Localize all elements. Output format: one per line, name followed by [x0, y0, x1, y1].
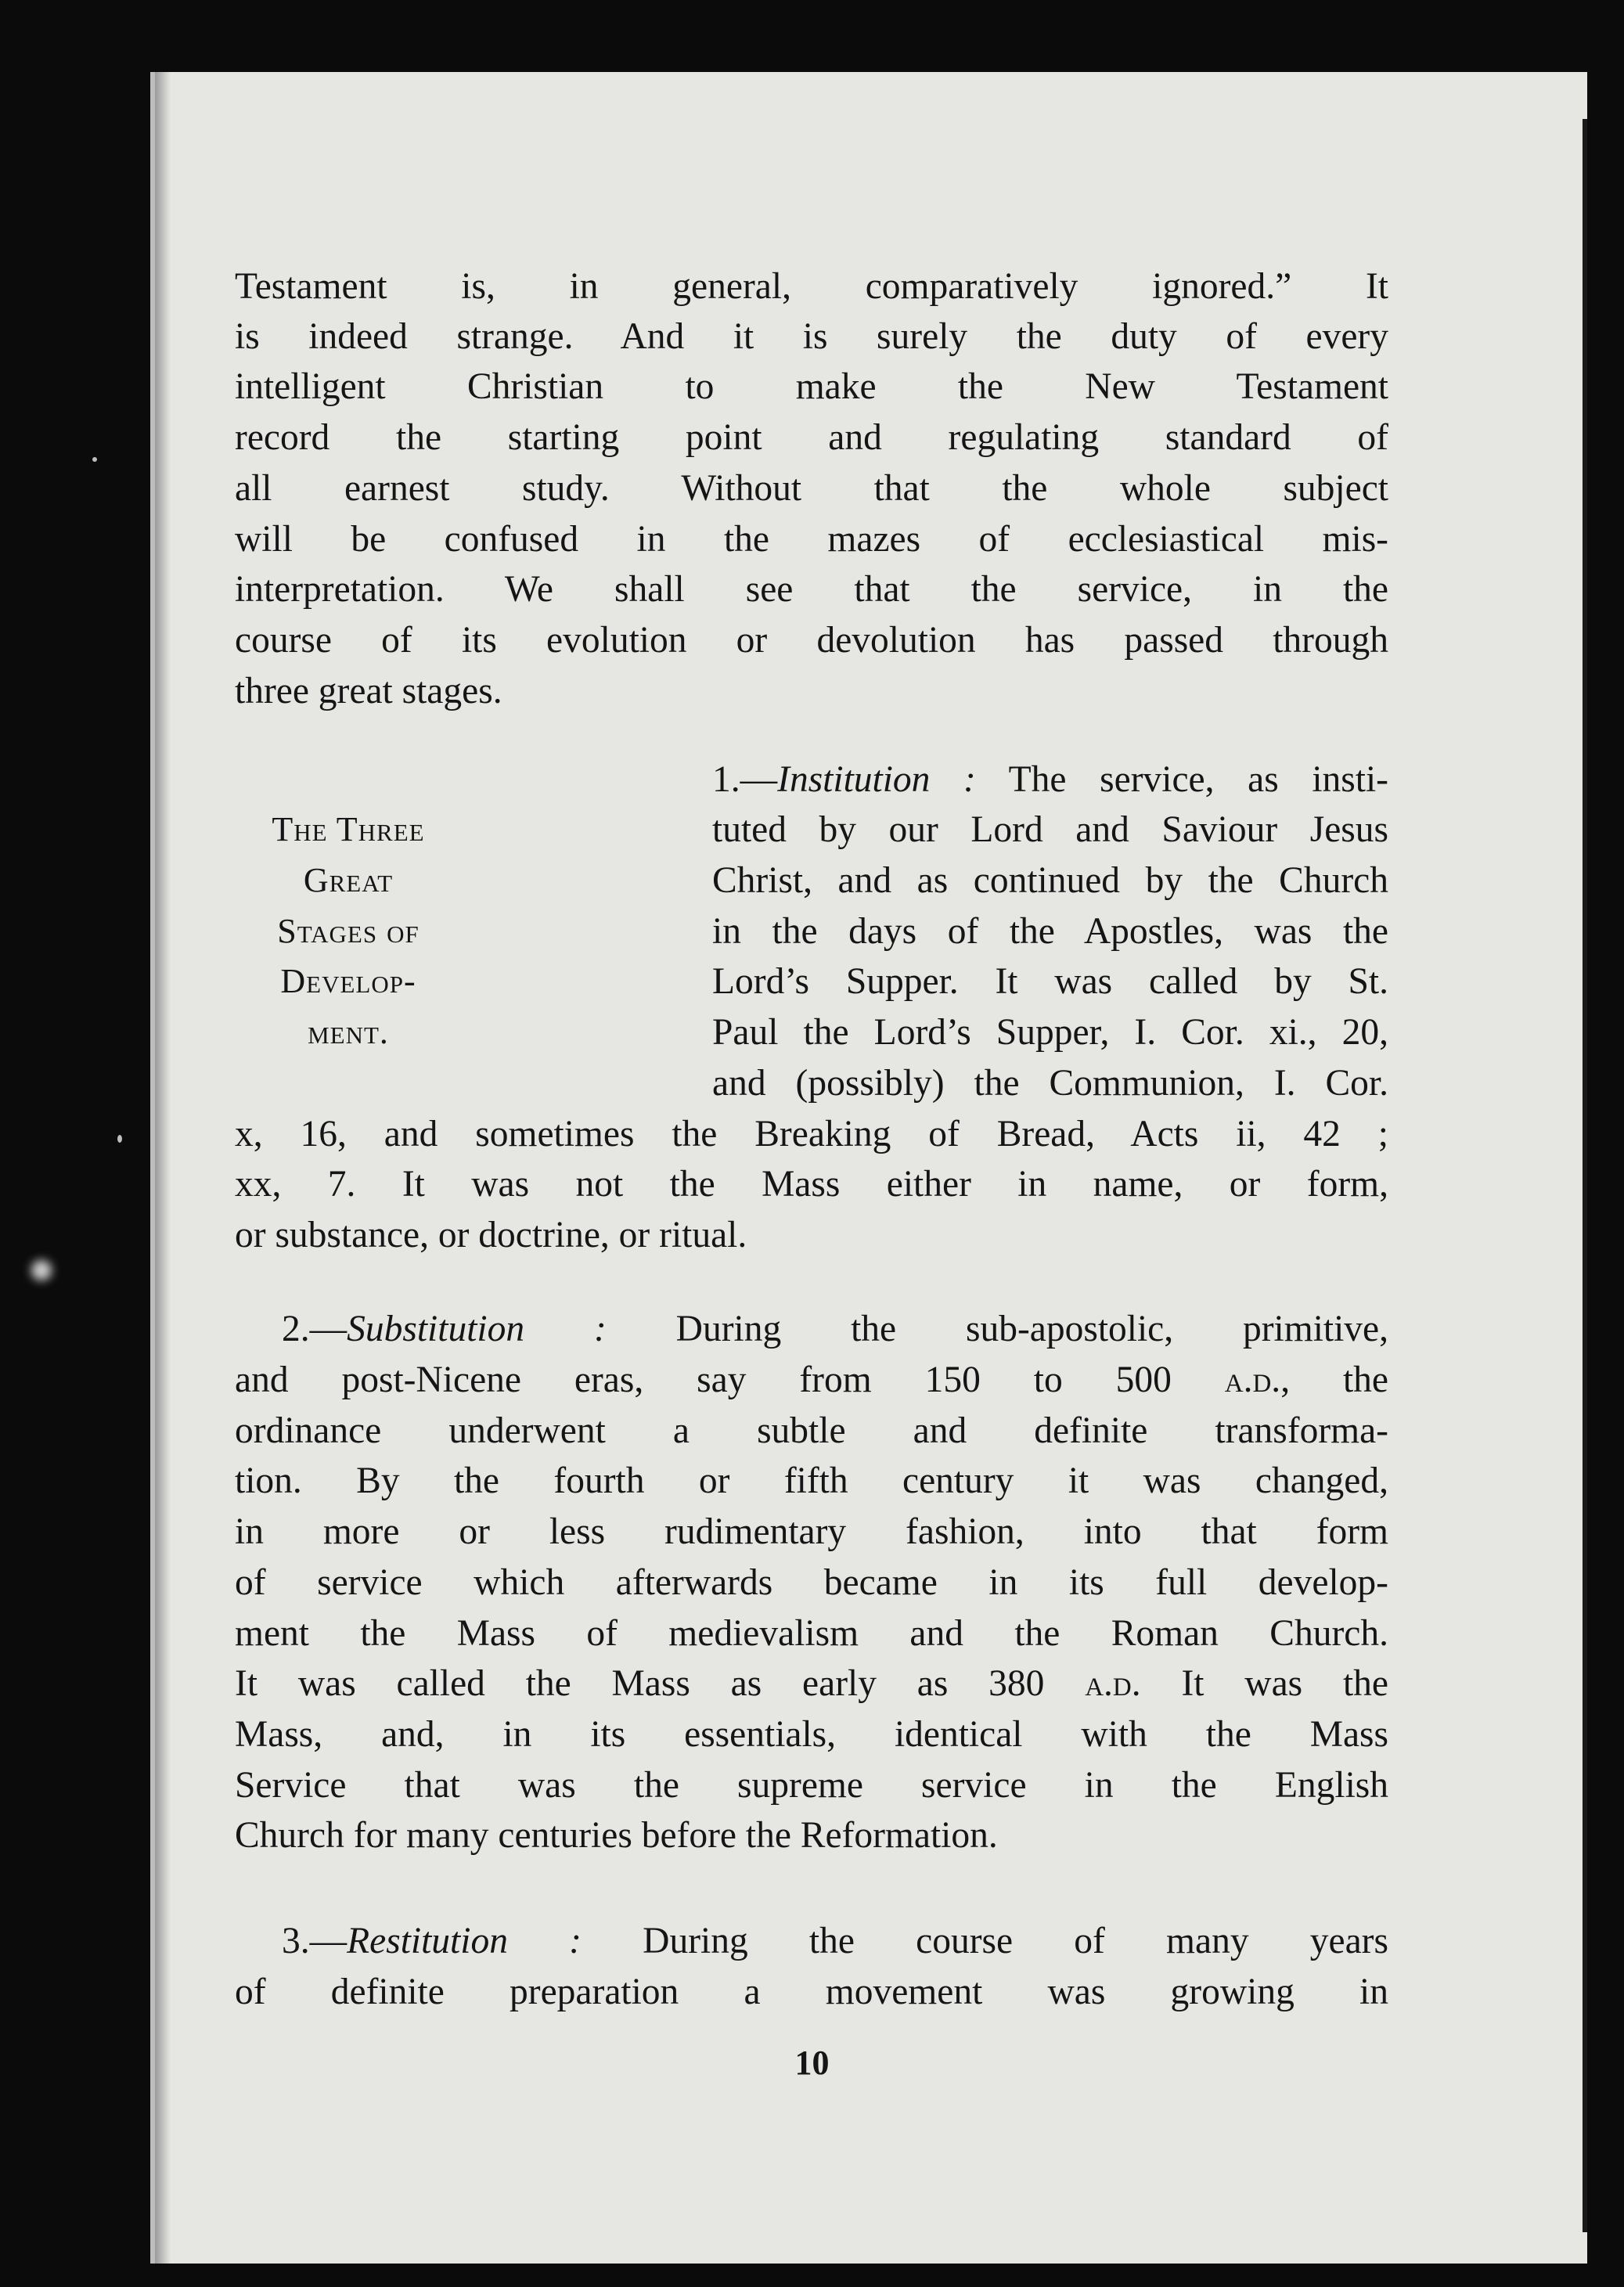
stage-3-heading-line: [282, 1916, 1388, 1966]
stage-2-number: 2.—: [282, 1309, 347, 1349]
stage-2-line: It was called the Mass as early as 380 a.d. It was the: [235, 1663, 1388, 1704]
stage-1-first-line-rest: The service, as insti-: [975, 759, 1388, 800]
stage-2-heading-line: [282, 1304, 1388, 1354]
stage-1-heading: Institution :: [777, 759, 976, 800]
stage-2-line: Mass, and, in its essentials, identical with the Mass: [235, 1714, 1388, 1755]
stage-3-heading: Restitution :: [347, 1921, 582, 1961]
intro-line: record the starting point and regulating standard of: [235, 417, 1388, 458]
intro-line: intelligent Christian to make the New Testament: [235, 366, 1388, 407]
stage-3-line: of definite preparation a movement was growing in: [235, 1972, 1388, 2012]
margin-note-line: Stages of: [277, 912, 420, 950]
stage-1-line: xx, 7. It was not the Mass either in name, or form,: [235, 1164, 1388, 1205]
stage-3-first-line-rest: During the course of many years: [581, 1921, 1388, 1961]
margin-note-line: ment.: [308, 1013, 389, 1051]
era-abbrev: a.d.: [1085, 1663, 1141, 1704]
stage-1-col-line: and (possibly) the Communion, I. Cor.: [712, 1063, 1388, 1104]
spine-shadow: [155, 72, 171, 2264]
page-edge: [1583, 119, 1587, 2232]
stage-1-line: or substance, or doctrine, or ritual.: [235, 1215, 747, 1255]
intro-line: three great stages.: [235, 671, 502, 711]
scan-speck: [92, 457, 97, 462]
margin-note-line: The Three: [272, 810, 425, 848]
stage-1-number: 1.—: [712, 759, 778, 800]
stage-1-col-line: tuted by our Lord and Saviour Jesus: [712, 809, 1388, 850]
intro-line: all earnest study. Without that the whole subject: [235, 468, 1388, 509]
stage-1-heading-line: [712, 755, 1388, 805]
era-abbrev: a.d.: [1224, 1360, 1281, 1400]
intro-line: course of its evolution or devolution has passed through: [235, 620, 1388, 661]
stage-1-col-line: Paul the Lord’s Supper, I. Cor. xi., 20,: [712, 1012, 1388, 1053]
stage-1-col-line: in the days of the Apostles, was the: [712, 911, 1388, 952]
stage-2-line: in more or less rudimentary fashion, into that form: [235, 1511, 1388, 1552]
margin-note-line: Great: [303, 861, 394, 899]
stage-2-line: Church for many centuries before the Reformation.: [235, 1815, 998, 1856]
stage-1-col-line: Lord’s Supper. It was called by St.: [712, 961, 1388, 1002]
scan-speck: [117, 1135, 122, 1143]
stage-2-line: Service that was the supreme service in the English: [235, 1765, 1388, 1806]
intro-line: will be confused in the mazes of ecclesiastical mis-: [235, 519, 1388, 560]
stage-2-line: ordinance underwent a subtle and definite transforma-: [235, 1410, 1388, 1451]
stage-2-line: ment the Mass of medievalism and the Roman Church.: [235, 1613, 1388, 1654]
stage-2-first-line-rest: During the sub-apostolic, primitive,: [606, 1309, 1388, 1349]
stage-2-line: and post-Nicene eras, say from 150 to 500 a.d., the: [235, 1360, 1388, 1400]
stage-2-heading: Substitution :: [347, 1309, 607, 1349]
intro-line: is indeed strange. And it is surely the duty of every: [235, 316, 1388, 357]
stage-3-number: 3.—: [282, 1921, 347, 1961]
stage-1-line: x, 16, and sometimes the Breaking of Bread, Acts ii, 42 ;: [235, 1114, 1388, 1154]
stage-2-line: of service which afterwards became in its full develop-: [235, 1562, 1388, 1603]
page-number: 10: [794, 2044, 830, 2082]
stage-1-col-line: Christ, and as continued by the Church: [712, 860, 1388, 901]
intro-line: Testament is, in general, comparatively ignored.” It: [235, 266, 1388, 307]
margin-note-line: Develop-: [280, 962, 416, 1000]
stage-2-line: tion. By the fourth or fifth century it was changed,: [235, 1460, 1388, 1501]
intro-line: interpretation. We shall see that the service, in the: [235, 569, 1388, 610]
scan-speck: [31, 1260, 52, 1280]
